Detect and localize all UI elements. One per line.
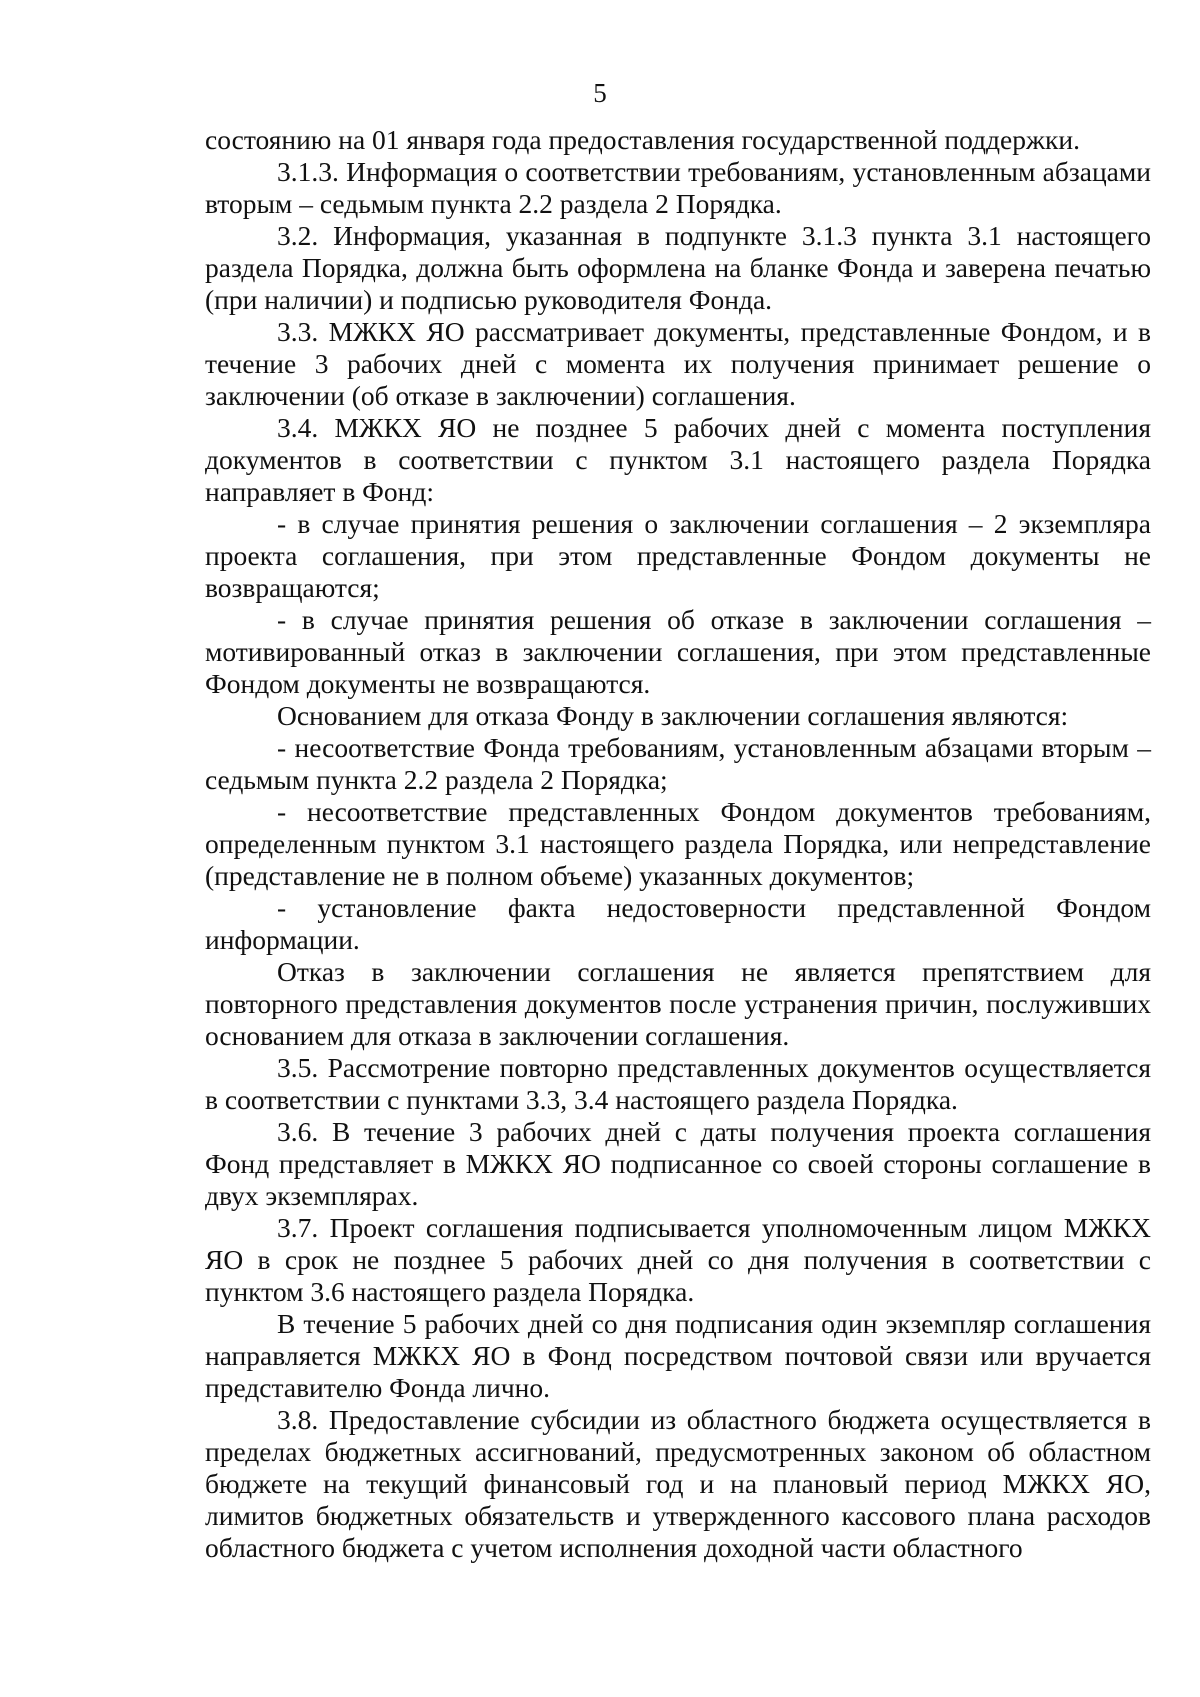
- paragraph-refusal-grounds: Основанием для отказа Фонду в заключении соглашения являются:: [277, 700, 1069, 731]
- paragraph-signing-delivery: В течение 5 рабочих дней со дня подписания один экземпляр соглашения направляется МЖКХ ЯО в Фонд посредством почтовой связи или вручается представителю Фонда лично.: [205, 1308, 1151, 1403]
- list-item-ground-requirements: - несоответствие Фонда требованиям, установленным абзацами вторым – седьмым пункта 2.2 раздела 2 Порядка;: [205, 732, 1151, 795]
- list-item-agreement-decision: - в случае принятия решения о заключении соглашения – 2 экземпляра проекта соглашения, при этом представленные Фондом документы не возвращаются;: [205, 508, 1151, 603]
- list-item-ground-unreliable-info: - установление факта недостоверности представленной Фондом информации.: [205, 892, 1151, 955]
- paragraph-3-8: 3.8. Предоставление субсидии из областного бюджета осуществляется в пределах бюджетных ассигнований, предусмотренных законом об областном бюджете на текущий финансовый год и на плановый период МЖКХ ЯО, лимитов бюджетных обязательств и утвержденного кассового плана расходов областного бюджета с учетом исполнения доходной части областного: [205, 1404, 1151, 1563]
- paragraph-continuation: состоянию на 01 января года предоставления государственной поддержки.: [205, 124, 1080, 155]
- paragraph-3-7: 3.7. Проект соглашения подписывается уполномоченным лицом МЖКХ ЯО в срок не позднее 5 рабочих дней со дня получения в соответствии с пунктом 3.6 настоящего раздела Порядка.: [205, 1212, 1151, 1307]
- page-number: 5: [593, 78, 607, 108]
- paragraph-3-6: 3.6. В течение 3 рабочих дней с даты получения проекта соглашения Фонд представляет в МЖКХ ЯО подписанное со своей стороны соглашение в двух экземплярах.: [205, 1116, 1151, 1211]
- paragraph-3-1-3: 3.1.3. Информация о соответствии требованиям, установленным абзацами вторым – седьмым пункта 2.2 раздела 2 Порядка.: [205, 156, 1151, 219]
- paragraph-3-2: 3.2. Информация, указанная в подпункте 3.1.3 пункта 3.1 настоящего раздела Порядка, должна быть оформлена на бланке Фонда и заверена печатью (при наличии) и подписью руководителя Фонда.: [205, 220, 1151, 315]
- paragraph-3-4: 3.4. МЖКХ ЯО не позднее 5 рабочих дней с момента поступления документов в соответствии с пунктом 3.1 настоящего раздела Порядка направляет в Фонд:: [205, 412, 1151, 507]
- paragraph-refusal-not-obstacle: Отказ в заключении соглашения не является препятствием для повторного представления документов после устранения причин, послуживших основанием для отказа в заключении соглашения.: [205, 956, 1151, 1051]
- list-item-ground-documents: - несоответствие представленных Фондом документов требованиям, определенным пунктом 3.1 настоящего раздела Порядка, или непредставление (представление не в полном объеме) указанных документов;: [205, 796, 1151, 891]
- paragraph-3-3: 3.3. МЖКХ ЯО рассматривает документы, представленные Фондом, и в течение 3 рабочих дней с момента их получения принимает решение о заключении (об отказе в заключении) соглашения.: [205, 316, 1151, 411]
- document-body: [205, 124, 1151, 1564]
- list-item-refusal-decision: - в случае принятия решения об отказе в заключении соглашения – мотивированный отказ в заключении соглашения, при этом представленные Фондом документы не возвращаются.: [205, 604, 1151, 699]
- paragraph-3-5: 3.5. Рассмотрение повторно представленных документов осуществляется в соответствии с пунктами 3.3, 3.4 настоящего раздела Порядка.: [205, 1052, 1151, 1115]
